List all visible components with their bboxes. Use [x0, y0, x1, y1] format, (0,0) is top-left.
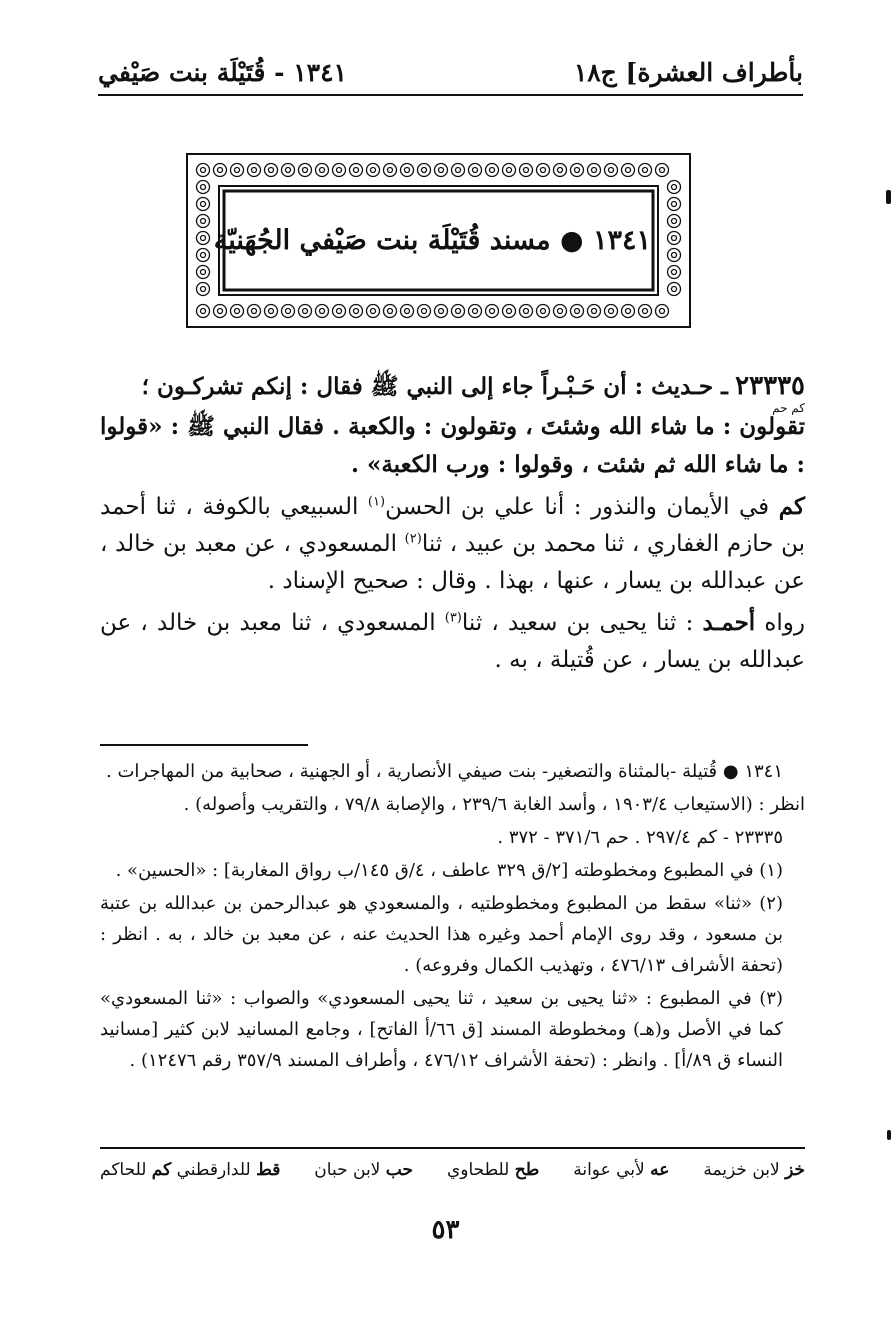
hadith-text-line1: ـ حـديث : أن حَـبْـراً جاء إلى النبي ﷺ فقال : إنكم تشركـون ؛ [141, 373, 728, 400]
source-code-kam: كم [778, 493, 805, 520]
footnote-refs: ٢٣٣٣٥ - كم ٢٩٧/٤ . حم ٣٧١/٦ - ٣٧٢ . [497, 827, 783, 848]
main-text [100, 368, 805, 679]
ahmad-text-a: رواه [755, 610, 805, 636]
hadith-text-line3: شاء الله ثم شئت ، وقولوا : ورب الكعبة» . [350, 451, 762, 478]
ahmad-paragraph [100, 604, 805, 679]
abbreviations-key [100, 1160, 805, 1180]
source-marks: كم حم [772, 401, 805, 415]
ornamental-frame [186, 153, 691, 328]
abbr-item: حب لابن حبان [314, 1160, 413, 1180]
abbreviations-rule [100, 1147, 805, 1149]
hakim-text-b: السبيعي بالكوفة ، ثنا أحمد بن حازم الغفاري ، ثنا محمد بن عبيد ، ثنا [100, 494, 805, 557]
hakim-text-c: المسعودي ، عن معبد بن خالد ، عن عبدالله بن يسار ، عنها ، بهذا . وقال : صحيح الإسناد . [100, 531, 805, 594]
abbr-item: طح للطحاوي [446, 1160, 540, 1180]
footnote-ref-3: (٣) [444, 610, 462, 626]
ahmad-text-c: المسعودي ، ثنا معبد بن خالد ، عن عبدالله بن يسار ، عن قُتيلة ، به . [100, 610, 805, 673]
margin-mark [886, 190, 891, 204]
footnote-bio-refs: انظر : (الاستيعاب ١٩٠٣/٤ ، وأسد الغابة ٢٣٩/٦ ، والإصابة ٧٩/٨ ، والتقريب وأصوله) . [183, 794, 805, 815]
footnote-separator [100, 744, 308, 746]
abbr-item: عه لأبي عوانة [573, 1160, 670, 1180]
page-number: ٥٣ [431, 1215, 460, 1245]
hadith-paragraph [100, 368, 805, 484]
source-ahmad: أحمـد [702, 609, 756, 636]
footnote-ref-2: (٢) [404, 531, 422, 547]
footnote-3: (٣) في المطبوع : «ثنا يحيى بن سعيد ، ثنا يحيى المسعودي» والصواب : «ثنا المسعودي» كما في الأصل و(هـ) ومخطوطة المسند [ق ٦٦/أ الفاتح] ، وجامع المسانيد لابن كثير [مسانيد النساء ق ٨٩/أ] . وانظر : (تحفة الأشراف ٤٧٦/١٢ ، وأطراف المسند ٣٥٧/٩ رقم ١٢٤٧٦) . [100, 988, 783, 1071]
hakim-paragraph [100, 488, 805, 600]
musnad-heading: ١٣٤١ ● مسند قُتَيْلَة بنت صَيْفي الجُهَنيّة [213, 225, 651, 256]
hakim-text-a: في الأيمان والنذور : أنا علي بن الحسن [385, 494, 779, 520]
margin-mark-bottom [887, 1130, 891, 1140]
book-title: بأطراف العشرة] ج١٨ [573, 58, 803, 87]
hadith-text-line2: تقولون : ما شاء الله وشئتَ ، وتقولون : والكعبة . فقال النبي ﷺ : «قولوا : ما [100, 413, 805, 478]
footnotes [100, 756, 805, 1076]
footnote-1: (١) في المطبوع ومخطوطته [٢/ق ٣٢٩ عاطف ، ٤/ق ١٤٥/ب رواق المغاربة] : «الحسين» . [115, 860, 783, 881]
section-title: ١٣٤١ - قُتَيْلَة بنت صَيْفي [98, 58, 347, 87]
ahmad-text-b: : ثنا يحيى بن سعيد ، ثنا [461, 610, 703, 636]
abbr-item: قط للدارقطني كم للحاكم [100, 1160, 281, 1180]
header-rule [98, 94, 803, 96]
abbr-item: خز لابن خزيمة [703, 1160, 805, 1180]
footnote-2: (٢) «ثنا» سقط من المطبوع ومخطوطتيه ، والمسعودي هو عبدالرحمن بن عبدالله بن عتبة بن مسعود ، وقد روى الإمام أحمد وغيره هذا الحديث عنه ، عن معبد بن خالد ، به . انظر : (تحفة الأشراف ٤٧٦/١٣ ، وتهذيب الكمال وفروعه) . [100, 893, 783, 976]
footnote-ref-1: (١) [367, 494, 386, 510]
hadith-number: ٢٣٣٣٥ [735, 371, 805, 401]
running-header [98, 52, 803, 96]
footnote-bio: ١٣٤١ ● قُتيلة -بالمثناة والتصغير- بنت صيفي الأنصارية ، أو الجهنية ، صحابية من المهاجرات . [106, 761, 783, 782]
